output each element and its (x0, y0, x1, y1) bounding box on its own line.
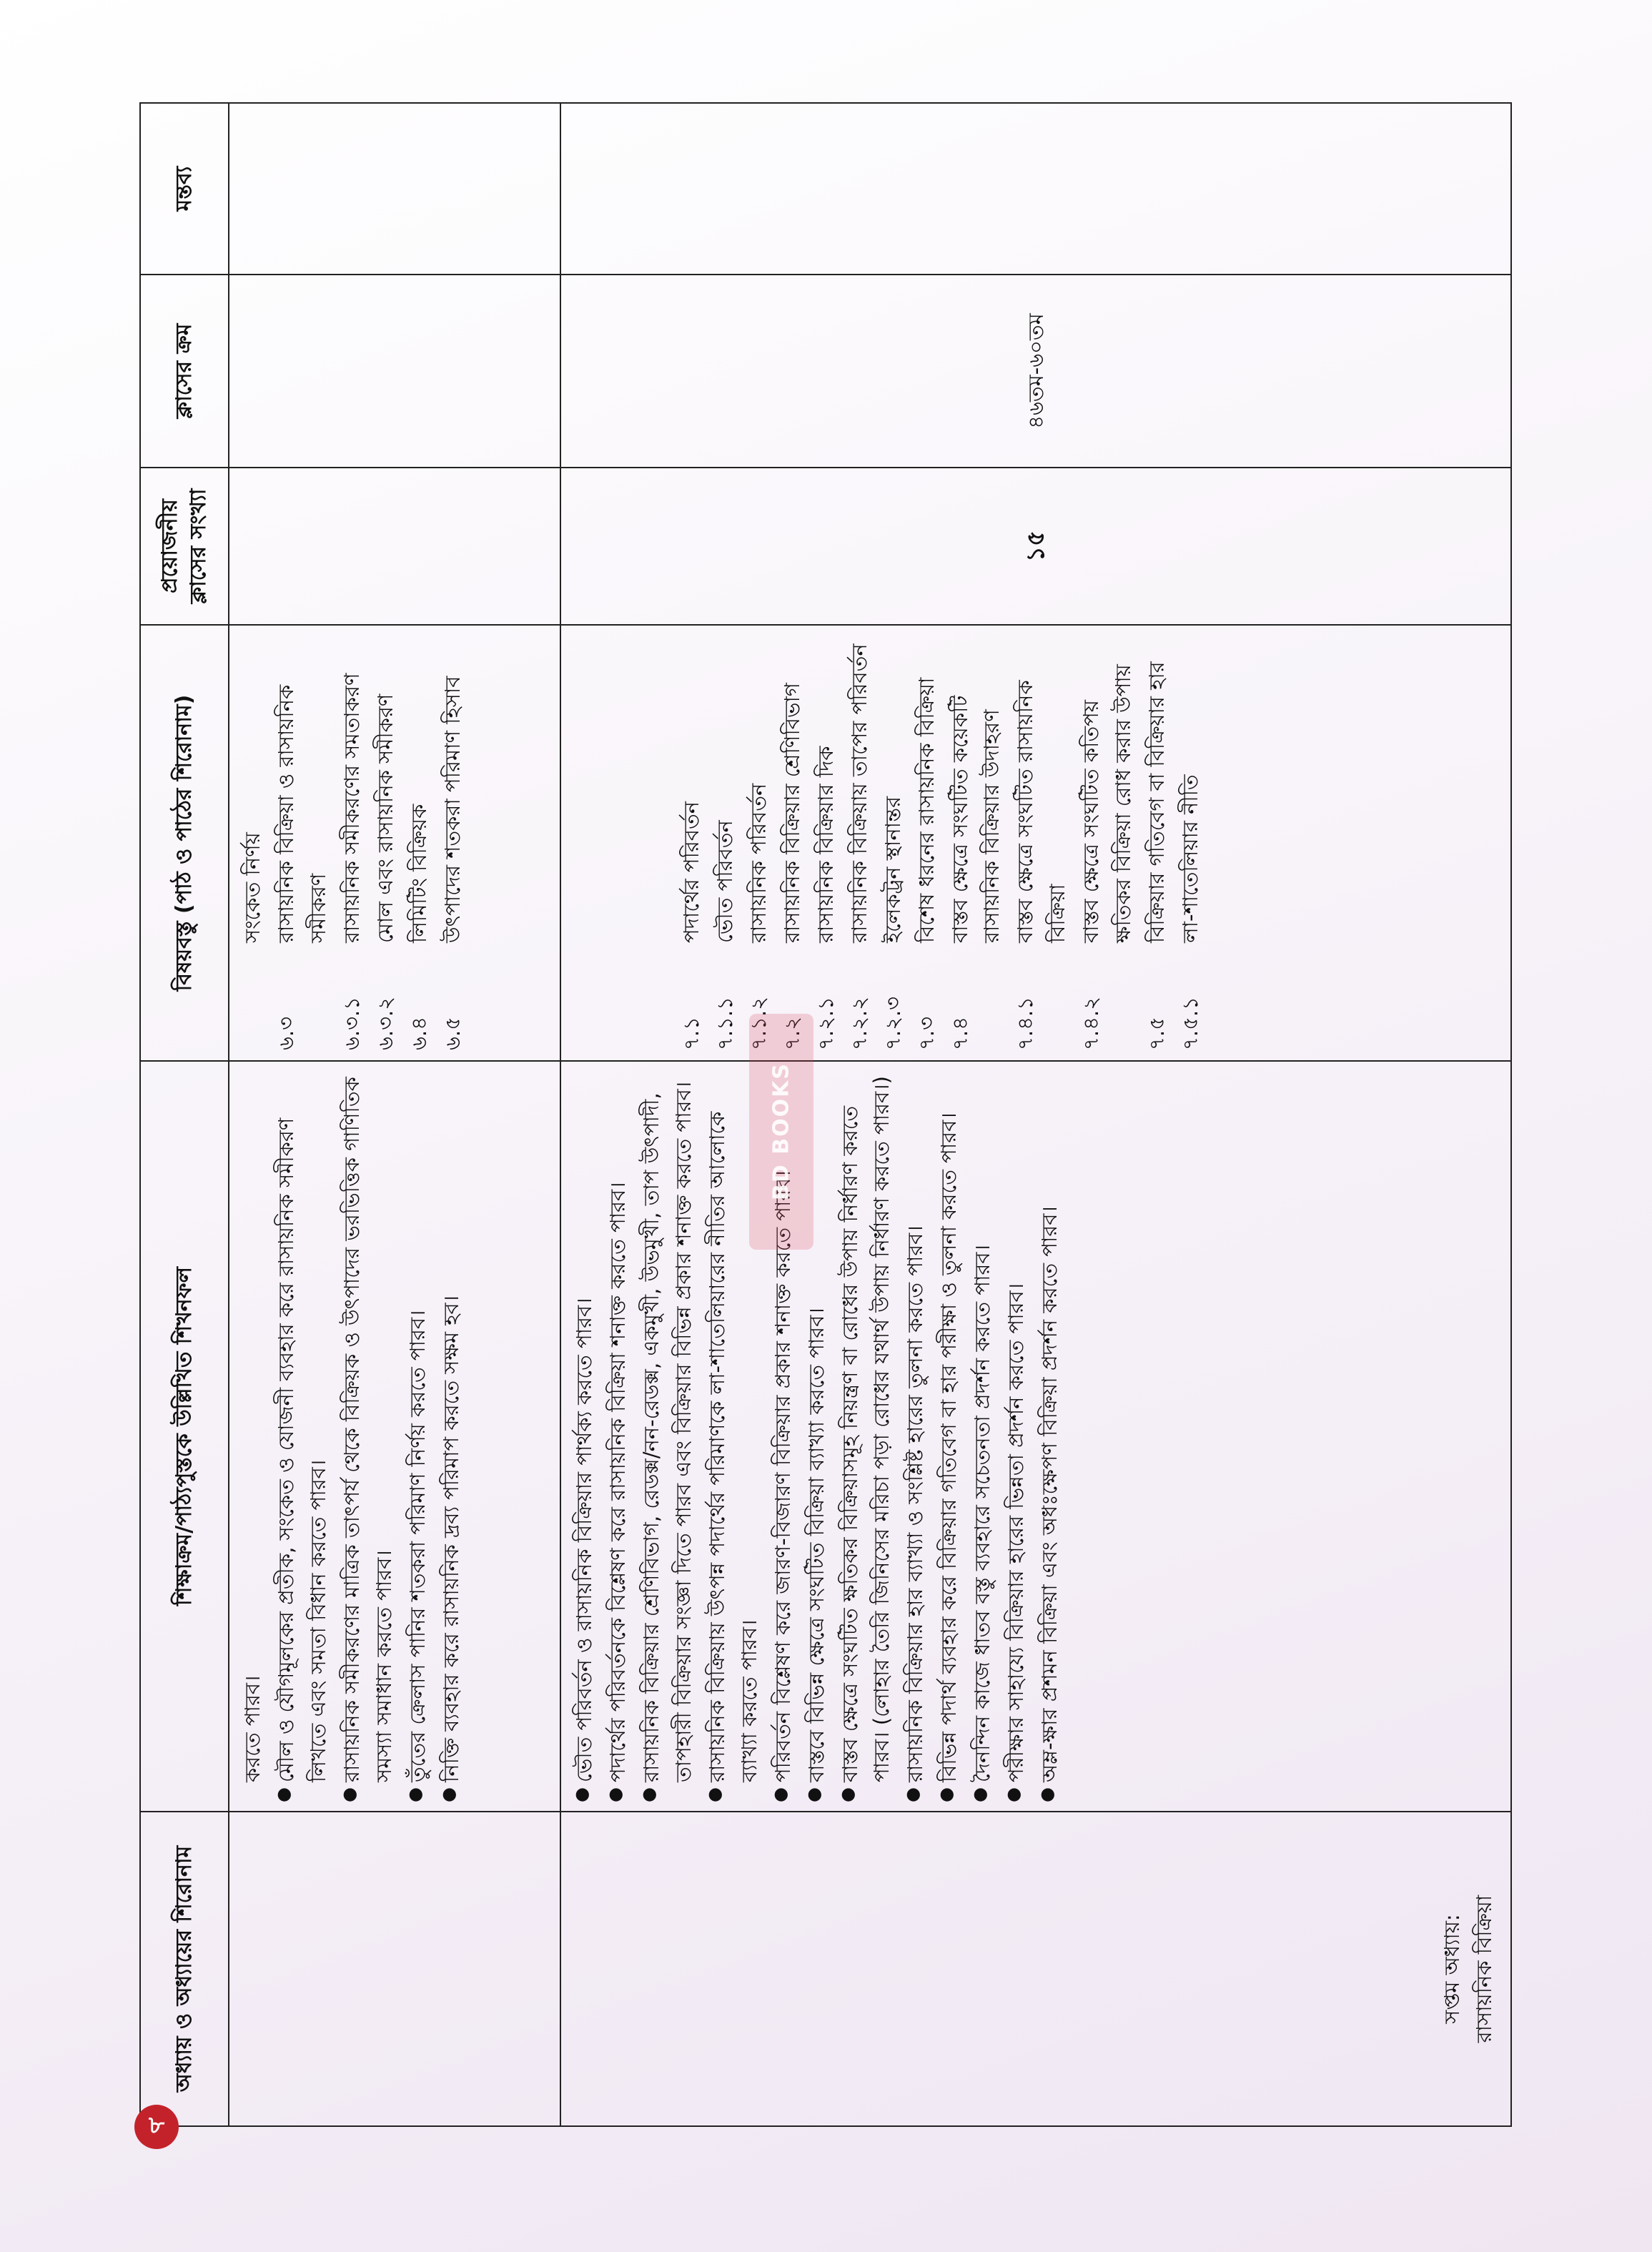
topics-list (237, 636, 469, 1050)
topic-item (437, 636, 469, 1050)
topic-item (844, 636, 876, 1050)
header-topics: বিষয়বস্তু (পাঠ ও পাঠের শিরোনাম) (140, 625, 229, 1061)
topic-title: রাসায়নিক বিক্রিয়ার দিক (813, 746, 838, 943)
bd-books-watermark: BD BOOKS (749, 1014, 813, 1250)
topic-item (676, 636, 708, 1050)
topic-title: ভৌত পরিবর্তন (712, 820, 737, 943)
topic-title: বিশেষ ধরনের রাসায়নিক বিক্রিয়া (914, 677, 939, 943)
outcome-item: ● তুঁতের ক্রেলাস পানির শতকরা পরিমাণ নির্ণয় করতে পারব। (402, 1072, 434, 1782)
topic-item (743, 636, 775, 1050)
topic-number: ৭.৪.১ (1013, 997, 1038, 1050)
topic-number: ৭.৫ (1144, 1017, 1169, 1050)
topic-number: ৬.৩ (273, 1017, 298, 1050)
outcome-item: ● বাস্তবে বিভিন্ন ক্ষেত্রে সংঘটিত বিক্রিয়া ব্যাখ্যা করতে পারব। (801, 1072, 833, 1782)
class-order: ৪৬তম-৬০তম (560, 275, 1511, 468)
topic-item (1009, 636, 1074, 1050)
topic-number: ৬.৫ (440, 1017, 465, 1050)
outcome-item: ● বিভিন্ন পদার্থ ব্যবহার করে বিক্রিয়ার গতিবেগ বা হার পরীক্ষা ও তুলনা করতে পারব। (933, 1072, 965, 1782)
table-row (560, 103, 1511, 2126)
chapter-cell (560, 1812, 1511, 2126)
outcome-item: ● পরীক্ষার সাহায্যে বিক্রিয়ার হারের ভিন্নতা প্রদর্শন করতে পারব। (1000, 1072, 1032, 1782)
topic-item (237, 636, 269, 1050)
topic-number: ৬.৩.১ (339, 997, 364, 1050)
topic-item (336, 636, 368, 1050)
outcome-item: ● রাসায়নিক সমীকরণের মাত্রিক তাৎপর্য থেকে বিক্রিয়ক ও উৎপাদের ভরভিত্তিক গাণিতিক সমস্যা সমাধান করতে পারব। (336, 1072, 400, 1782)
topic-title: মোল এবং রাসায়নিক সমীকরণ (372, 693, 397, 943)
topic-number: ৭.২.১ (813, 997, 838, 1050)
topic-title: রাসায়নিক সমীকরণের সমতাকরণ (339, 673, 364, 943)
syllabus-table-rotated (139, 104, 1512, 2127)
topic-title: বিক্রিয়ার গতিবেগ বা বিক্রিয়ার হার (1144, 661, 1169, 943)
topic-number: ৭.১.১ (712, 997, 737, 1050)
chapter-title: রাসায়নিক বিক্রিয়া (1472, 1895, 1497, 2043)
remarks-cell (229, 103, 560, 275)
topic-title: বাস্তব ক্ষেত্রে সংঘটিত রাসায়নিক বিক্রিয়া (1013, 680, 1070, 943)
topic-title: রাসায়নিক বিক্রিয়ার শ্রেণিবিভাগ (779, 683, 804, 943)
topic-item (1174, 636, 1207, 1050)
topic-number: ৬.৪ (406, 1017, 431, 1050)
topic-title: বাস্তব ক্ষেত্রে সংঘটিত কতিপয় ক্ষতিকর বিক্রিয়া রোধ করার উপায় (1079, 664, 1136, 943)
classes-cell (229, 468, 560, 625)
page-number-badge: ৮ (134, 2105, 179, 2149)
outcome-item: ● অম্ল-ক্ষার প্রশমন বিক্রিয়া এবং অধঃক্ষেপণ বিক্রিয়া প্রদর্শন করতে পারব। (1034, 1072, 1066, 1782)
topic-title: বাস্তব ক্ষেত্রে সংঘটিত কয়েকটি রাসায়নিক বিক্রিয়ার উদাহরণ (947, 695, 1004, 943)
outcome-item: ● ভৌত পরিবর্তন ও রাসায়নিক বিক্রিয়ার পার্থক্য করতে পারব। (568, 1072, 600, 1782)
topics-cell (560, 625, 1511, 1061)
outcome-item: ● রাসায়নিক বিক্রিয়ার হার ব্যাখ্যা ও সংশ্লিষ্ট হারের তুলনা করতে পারব। (899, 1072, 931, 1782)
topic-title: ইলেকট্রন স্থানান্তর (880, 796, 905, 943)
outcomes-list (568, 1072, 1066, 1801)
topic-item (709, 636, 741, 1050)
topic-item (370, 636, 402, 1050)
topic-number: ৭.২.৩ (880, 996, 905, 1050)
topic-title: পদার্থের পরিবর্তন (679, 801, 703, 943)
topic-title: সংকেত নির্ণয় (240, 832, 264, 943)
topics-cell (229, 625, 560, 1061)
topic-number: ৭.২.২ (846, 996, 871, 1050)
outcomes-list (237, 1072, 468, 1801)
header-chapter: অধ্যায় ও অধ্যায়ের শিরোনাম (140, 1812, 229, 2126)
header-classes: প্রয়োজনীয় ক্লাসের সংখ্যা (140, 468, 229, 625)
outcome-item: ● দৈনন্দিন কাজে ধাতব বস্তু ব্যবহারে সচেতনতা প্রদর্শন করতে পারব। (966, 1072, 999, 1782)
outcome-item: ● মৌল ও যৌগমূলকের প্রতীক, সংকেত ও যোজনী ব্যবহার করে রাসায়নিক সমীকরণ লিখতে এবং সমতা বিধান করতে পারব। (270, 1072, 335, 1782)
outcomes-cell (229, 1061, 560, 1812)
header-remarks: মন্তব্য (140, 103, 229, 275)
outcome-item: ● পরিবর্তন বিশ্লেষণ করে জারণ-বিজারণ বিক্রিয়ার প্রকার শনাক্ত করতে পারব। (767, 1072, 799, 1782)
table-row (229, 103, 560, 2126)
topic-number: ৭.১.২ (746, 997, 771, 1050)
chapter-number: সপ্তম অধ্যায়: (1440, 1914, 1465, 2024)
topic-item (944, 636, 1009, 1050)
outcome-item: ● নিক্তি ব্যবহার করে রাসায়নিক দ্রব্য পরিমাপ করতে সক্ষম হব। (435, 1072, 468, 1782)
outcomes-cell (560, 1061, 1511, 1812)
chapter-cell-empty (229, 1812, 560, 2126)
topic-number (237, 943, 269, 1050)
table-header-row (140, 103, 229, 2126)
header-order: ক্লাসের ক্রম (140, 275, 229, 468)
topic-title: রাসায়নিক বিক্রিয়া ও রাসায়নিক সমীকরণ (273, 684, 330, 943)
outcome-item: ● রাসায়নিক বিক্রিয়ার শ্রেণিবিভাগ, রেডক্স/নন-রেডক্স, একমুখী, উভমুখী, তাপ উৎপাদী, তাপহারী বিক্রিয়ার সংজ্ঞা দিতে পারব এবং বিক্রিয়ার বিভিন্ন প্রকার শনাক্ত করতে পারব। (635, 1072, 700, 1782)
topic-item (911, 636, 943, 1050)
topic-item (1075, 636, 1139, 1050)
outcome-item: ● বাস্তব ক্ষেত্রে সংঘটিত ক্ষতিকর বিক্রিয়াসমূহ নিয়ন্ত্রণ বা রোধের উপায় নির্ধারণ করতে পারব। (লোহার তৈরি জিনিসের মরিচা পড়া রোধের যথার্থ উপায় নির্ধারণ করতে পারব।) (834, 1072, 899, 1782)
topic-title: উৎপাদের শতকরা পরিমাণ হিসাব (440, 676, 465, 943)
topic-title: রাসায়নিক বিক্রিয়ায় তাপের পরিবর্তন (846, 643, 871, 943)
topic-number: ৭.৩ (914, 1017, 939, 1050)
order-cell (229, 275, 560, 468)
topic-number: ৭.৪.২ (1079, 997, 1104, 1050)
outcome-item: ● রাসায়নিক বিক্রিয়ায় উৎপন্ন পদার্থের পরিমাণকে লা-শাতেলিয়ারের নীতির আলোকে ব্যাখ্যা করতে পারব। (701, 1072, 766, 1782)
topic-title: লা-শাতেলিয়ার নীতি (1178, 774, 1203, 943)
topic-number: ৭.২ (779, 1017, 804, 1050)
topic-number: ৭.৫.১ (1178, 997, 1203, 1050)
topic-item (1141, 636, 1173, 1050)
topic-item (877, 636, 909, 1050)
outcome-item: করতে পারব। (240, 1675, 264, 1782)
outcome-item: ● পদার্থের পরিবর্তনকে বিশ্লেষণ করে রাসায়নিক বিক্রিয়া শনাক্ত করতে পারব। (602, 1072, 634, 1782)
topic-number: ৭.১ (679, 1017, 703, 1050)
topic-item (776, 636, 808, 1050)
header-outcomes: শিক্ষাক্রম/পাঠ্যপুস্তকে উল্লিখিত শিখনফল (140, 1061, 229, 1812)
topics-list (568, 636, 1207, 1050)
classes-count: ১৫ (560, 468, 1511, 625)
topic-number: ৬.৩.২ (372, 996, 397, 1050)
topic-number: ৭.৪ (947, 1017, 972, 1050)
topic-title: লিমিটিং বিক্রিয়ক (406, 804, 431, 943)
topic-item (810, 636, 842, 1050)
topic-item (403, 636, 435, 1050)
topic-title: রাসায়নিক পরিবর্তন (746, 783, 771, 943)
remarks-cell (560, 103, 1511, 275)
syllabus-table (139, 102, 1512, 2127)
topic-item (270, 636, 335, 1050)
